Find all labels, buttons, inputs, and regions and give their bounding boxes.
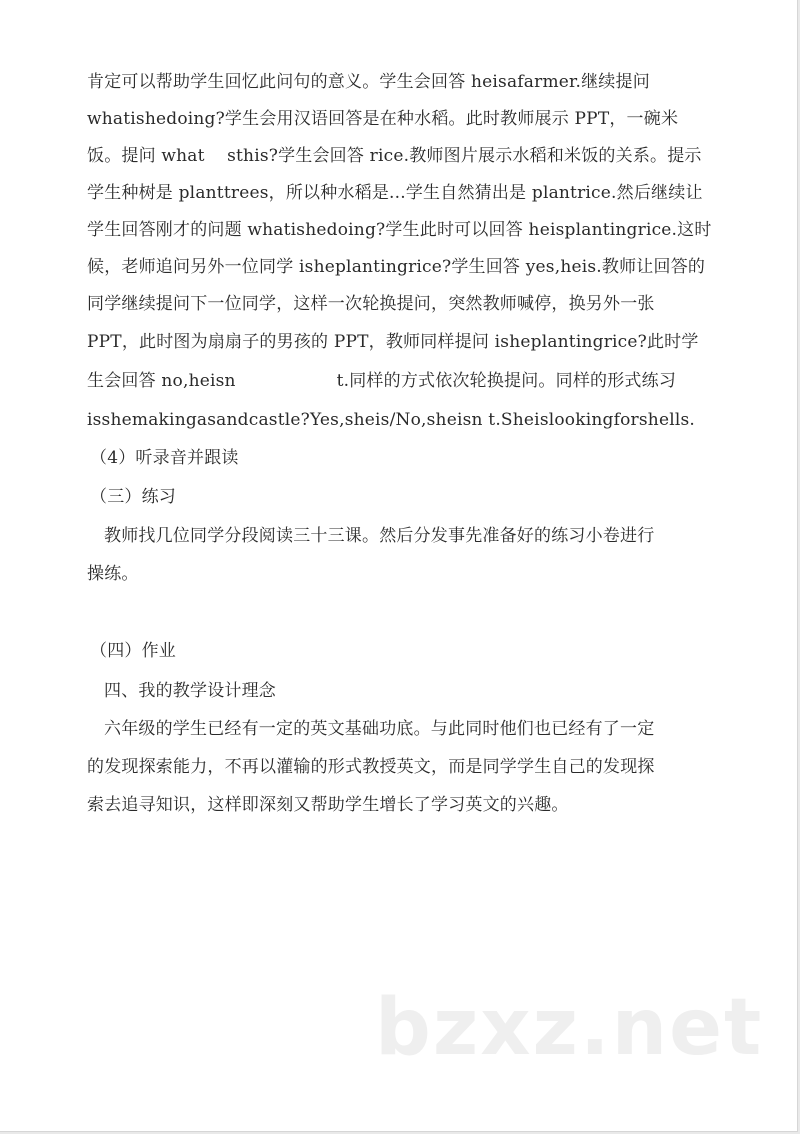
body-line: 学生种树是 planttrees，所以种水稻是...学生自然猜出是 plantrice.然后继续让	[87, 183, 703, 203]
body-line: 同学继续提问下一位同学，这样一次轮换提问，突然教师喊停，换另外一张	[87, 294, 655, 314]
body-line: PPT，此时图为扇扇子的男孩的 PPT，教师同样提问 isheplantingrice?此时学	[87, 332, 699, 352]
body-line: 生会回答 no,heisn t.同样的方式依次轮换提问。同样的形式练习	[87, 371, 677, 391]
body-line: 学生回答刚才的问题 whatishedoing?学生此时可以回答 heisplantingrice.这时	[87, 220, 712, 240]
body-line: 候，老师追问另外一位同学 isheplantingrice?学生回答 yes,heis.教师让回答的	[87, 257, 706, 277]
body-line: 肯定可以帮助学生回忆此问句的意义。学生会回答 heisafarmer.继续提问	[87, 72, 650, 92]
philosophy-paragraph-line: 索去追寻知识，这样即深刻又帮助学生增长了学习英文的兴趣。	[87, 795, 569, 815]
section-heading-homework: （四）作业	[90, 641, 176, 661]
practice-paragraph-line: 操练。	[87, 564, 139, 584]
watermark-text: bzxz.net	[375, 983, 764, 1073]
body-line: whatishedoing?学生会用汉语回答是在种水稻。此时教师展示 PPT，一碗米	[87, 109, 679, 129]
section-heading-listen: （4）听录音并跟读	[90, 448, 239, 468]
philosophy-paragraph-line: 六年级的学生已经有一定的英文基础功底。与此同时他们也已经有了一定	[104, 719, 655, 739]
practice-paragraph-line: 教师找几位同学分段阅读三十三课。然后分发事先准备好的练习小卷进行	[104, 526, 655, 546]
section-heading-philosophy: 四、我的教学设计理念	[104, 681, 276, 701]
body-line: isshemakingasandcastle?Yes,sheis/No,sheisn t.Sheislookingforshells.	[87, 410, 696, 430]
body-line: 饭。提问 what sthis?学生会回答 rice.教师图片展示水稻和米饭的关系。提示	[87, 146, 702, 166]
section-heading-practice: （三）练习	[90, 487, 176, 507]
philosophy-paragraph-line: 的发现探索能力，不再以灌输的形式教授英文，而是同学学生自己的发现探	[87, 757, 655, 777]
